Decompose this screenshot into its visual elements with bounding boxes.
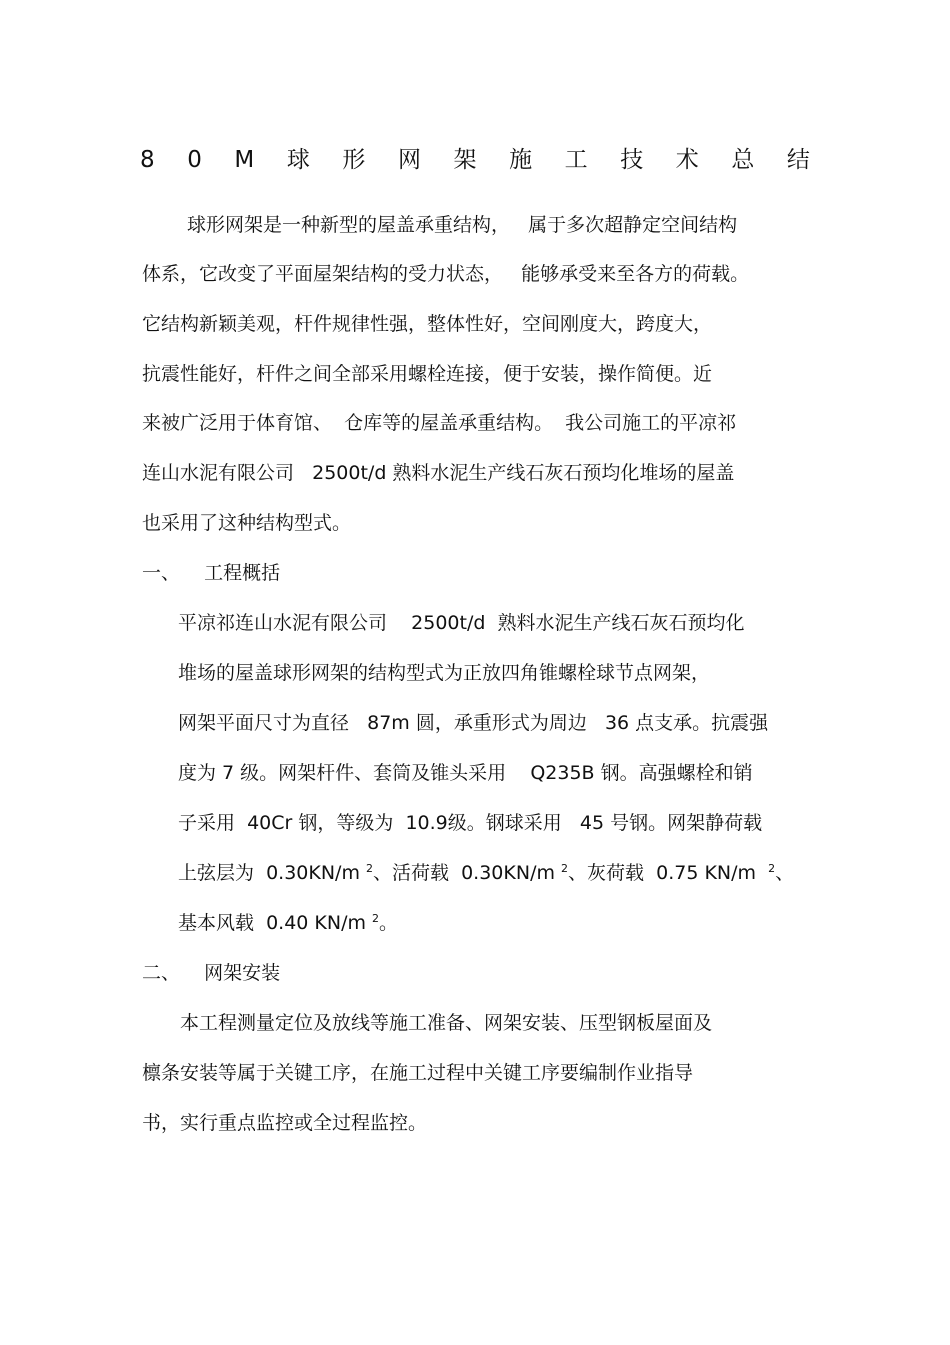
loads-text: 、 [775, 862, 795, 884]
intro-line: 体系，它改变了平面屋架结构的受力状态， 能够承受来至各方的荷载。 [142, 263, 750, 285]
section1-line: 子采用 40Cr 钢，等级为 10.9级。钢球采用 45 号钢。网架静荷载 [178, 812, 763, 834]
section2-line: 本工程测量定位及放线等施工准备、网架安装、压型钢板屋面及 [180, 1012, 713, 1034]
wind-text: 。 [379, 912, 399, 934]
intro-line: 抗震性能好，杆件之间全部采用螺栓连接，便于安装，操作简便。近 [142, 363, 713, 385]
loads-text: 上弦层为 0.30KN/m [178, 862, 367, 884]
section-heading: 二、 网架安装 [142, 962, 281, 984]
title-char: 施 [509, 147, 533, 173]
title-char: 8 [140, 147, 155, 173]
wind-line [178, 909, 398, 937]
title-char: 术 [675, 147, 699, 173]
section-heading: 一、 工程概括 [142, 562, 281, 584]
title-char: 架 [453, 147, 477, 173]
section1-line: 度为 7 级。网架杆件、套筒及锥头采用 Q235B 钢。高强螺栓和销 [178, 762, 753, 784]
superscript: 2 [561, 862, 569, 875]
intro-line: 连山水泥有限公司 2500t/d 熟料水泥生产线石灰石预均化堆场的屋盖 [142, 462, 735, 484]
loads-text: 、灰荷载 0.75 KN/m [568, 862, 769, 884]
title-char: 形 [342, 147, 366, 173]
intro-line: 来被广泛用于体育馆、 仓库等的屋盖承重结构。 我公司施工的平凉祁 [142, 412, 737, 434]
section1-line: 堆场的屋盖球形网架的结构型式为正放四角锥螺栓球节点网架， [178, 662, 711, 684]
loads-text: 、活荷载 0.30KN/m [373, 862, 562, 884]
superscript: 2 [768, 862, 776, 875]
intro-line: 也采用了这种结构型式。 [142, 512, 352, 534]
section2-line: 书，实行重点监控或全过程监控。 [142, 1112, 428, 1134]
section1-line: 网架平面尺寸为直径 87m 圆，承重形式为周边 36 点支承。抗震强 [178, 712, 769, 734]
document-title [140, 142, 810, 178]
title-char: 技 [620, 147, 644, 173]
superscript: 2 [366, 862, 374, 875]
section2-line: 檩条安装等属于关键工序，在施工过程中关键工序要编制作业指导 [142, 1062, 694, 1084]
title-char: M [234, 147, 255, 173]
title-char: 0 [187, 147, 202, 173]
section1-line: 平凉祁连山水泥有限公司 2500t/d 熟料水泥生产线石灰石预均化 [178, 612, 745, 634]
title-char: 总 [731, 147, 755, 173]
intro-line: 球形网架是一种新型的屋盖承重结构， 属于多次超静定空间结构 [187, 214, 738, 236]
intro-line: 它结构新颖美观，杆件规律性强，整体性好，空间刚度大，跨度大， [142, 313, 713, 335]
title-char: 球 [286, 147, 310, 173]
loads-line [178, 859, 794, 887]
title-char: 结 [786, 147, 810, 173]
title-char: 网 [397, 147, 421, 173]
superscript: 2 [372, 912, 380, 925]
title-char: 工 [564, 147, 588, 173]
wind-text: 基本风载 0.40 KN/m [178, 912, 373, 934]
